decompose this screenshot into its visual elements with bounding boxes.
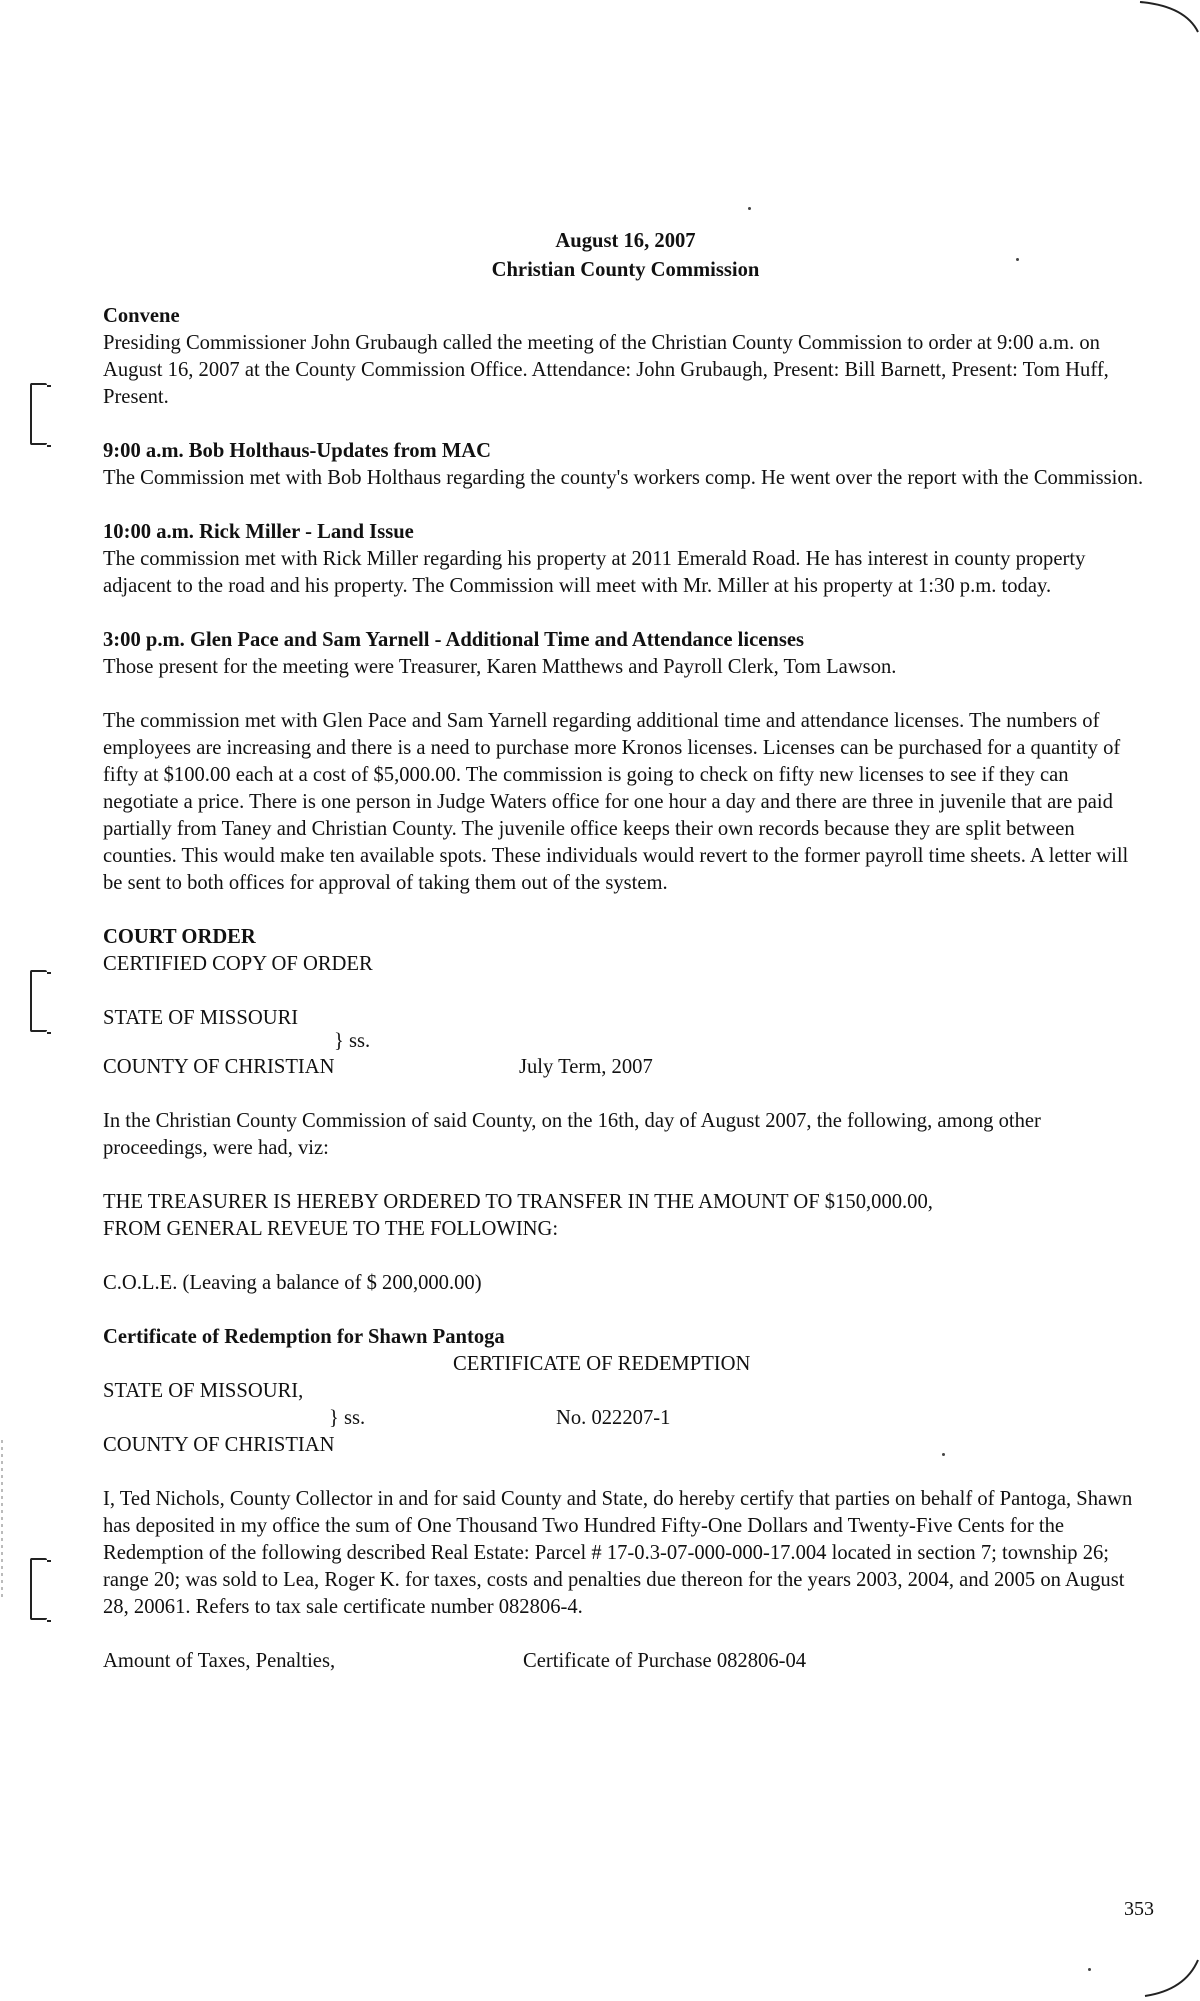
pace-section: [103, 627, 1148, 897]
redemption-text: I, Ted Nichols, County Collector in and for said County and State, do hereby certify that parties on behalf of Pantoga, Shawn has deposited in my office the sum of One Thousand Two Hundred Fifty-One Dollars and Twenty-Five Cents for the Redemption of the following described Real Estate: Parcel # 17-0.3-07-000-000-17.004 located in section 7; township 26; range 20; was sold to Lea, Roger K. for taxes, costs and penalties due thereon for the years 2003, 2004, and 2005 on August 28, 20061. Refers to tax sale certificate number 082806-4.: [103, 1488, 1133, 1618]
binder-hole-mark: [30, 970, 47, 1032]
binder-hole-mark: [30, 383, 47, 445]
meeting-date: August 16, 2007: [555, 230, 696, 252]
convene-heading: Convene: [103, 305, 180, 327]
document-header: [103, 227, 1148, 285]
redemption-state: STATE OF MISSOURI,: [103, 1380, 304, 1402]
convene-section: [103, 303, 1148, 411]
document-title: Christian County Commission: [491, 259, 760, 281]
court-order-section: [103, 924, 1148, 1297]
court-order-subheading: CERTIFIED COPY OF ORDER: [103, 953, 373, 975]
binder-hole-mark: [30, 1558, 47, 1620]
redemption-cert-title: CERTIFICATE OF REDEMPTION: [453, 1353, 751, 1375]
pace-heading: 3:00 p.m. Glen Pace and Sam Yarnell - Additional Time and Attendance licenses: [103, 629, 804, 651]
purchase-label: Certificate of Purchase 082806-04: [523, 1650, 807, 1672]
court-order-term: July Term, 2007: [519, 1056, 653, 1078]
court-order-state: STATE OF MISSOURI: [103, 1007, 299, 1029]
scan-speck: [748, 207, 751, 210]
court-order-county: COUNTY OF CHRISTIAN: [103, 1056, 335, 1078]
page-number: 353: [1124, 1898, 1154, 1920]
pace-present: Those present for the meeting were Treasurer, Karen Matthews and Payroll Clerk, Tom Lawson.: [103, 656, 897, 678]
scan-speck: [1088, 1968, 1091, 1971]
order-line-2: FROM GENERAL REVEUE TO THE FOLLOWING:: [103, 1218, 559, 1240]
court-order-ss: } ss.: [334, 1030, 371, 1052]
redemption-section: [103, 1324, 1148, 1675]
document-body: [103, 227, 1148, 1675]
miller-heading: 10:00 a.m. Rick Miller - Land Issue: [103, 521, 414, 543]
pace-text: The commission met with Glen Pace and Sam Yarnell regarding additional time and attendance licenses. The numbers of employees are increasing and there is a need to purchase more Kronos licenses. Licenses can be purchased for a quantity of fifty at $100.00 each at a cost of $5,000.00. The commission is going to check on fifty new licenses to see if they can negotiate a price. There is one person in Judge Waters office for one hour a day and there are three in juvenile that are paid partially from Taney and Christian County. The juvenile office keeps their own records because they are split between counties. This would make ten available spots. These individuals would revert to the former payroll time sheets. A letter will be sent to both offices for approval of taking them out of the system.: [103, 710, 1129, 894]
redemption-heading: Certificate of Redemption for Shawn Pantoga: [103, 1326, 505, 1348]
court-order-heading: COURT ORDER: [103, 926, 256, 948]
redemption-county: COUNTY OF CHRISTIAN: [103, 1434, 335, 1456]
redemption-number: No. 022207-1: [556, 1407, 671, 1429]
convene-text: Presiding Commissioner John Grubaugh called the meeting of the Christian County Commission to order at 9:00 a.m. on August 16, 2007 at the County Commission Office. Attendance: John Grubaugh, Present: Bill Barnett, Present: Tom Huff, Present.: [103, 332, 1109, 408]
amount-label: Amount of Taxes, Penalties,: [103, 1650, 336, 1672]
miller-text: The commission met with Rick Miller regarding his property at 2011 Emerald Road. He has interest in county property adjacent to the road and his property. The Commission will meet with Mr. Miller at his property at 1:30 p.m. today.: [103, 548, 1086, 597]
holthaus-section: [103, 438, 1148, 492]
holthaus-heading: 9:00 a.m. Bob Holthaus-Updates from MAC: [103, 440, 492, 462]
cole-balance: C.O.L.E. (Leaving a balance of $ 200,000.00): [103, 1272, 482, 1294]
miller-section: [103, 519, 1148, 600]
order-line-1: THE TREASURER IS HEREBY ORDERED TO TRANSFER IN THE AMOUNT OF $150,000.00,: [103, 1191, 933, 1213]
redemption-ss: } ss.: [329, 1407, 366, 1429]
court-order-intro: In the Christian County Commission of said County, on the 16th, day of August 2007, the following, among other proceedings, were had, viz:: [103, 1110, 1041, 1159]
holthaus-text: The Commission met with Bob Holthaus regarding the county's workers comp. He went over the report with the Commission.: [103, 467, 1144, 489]
